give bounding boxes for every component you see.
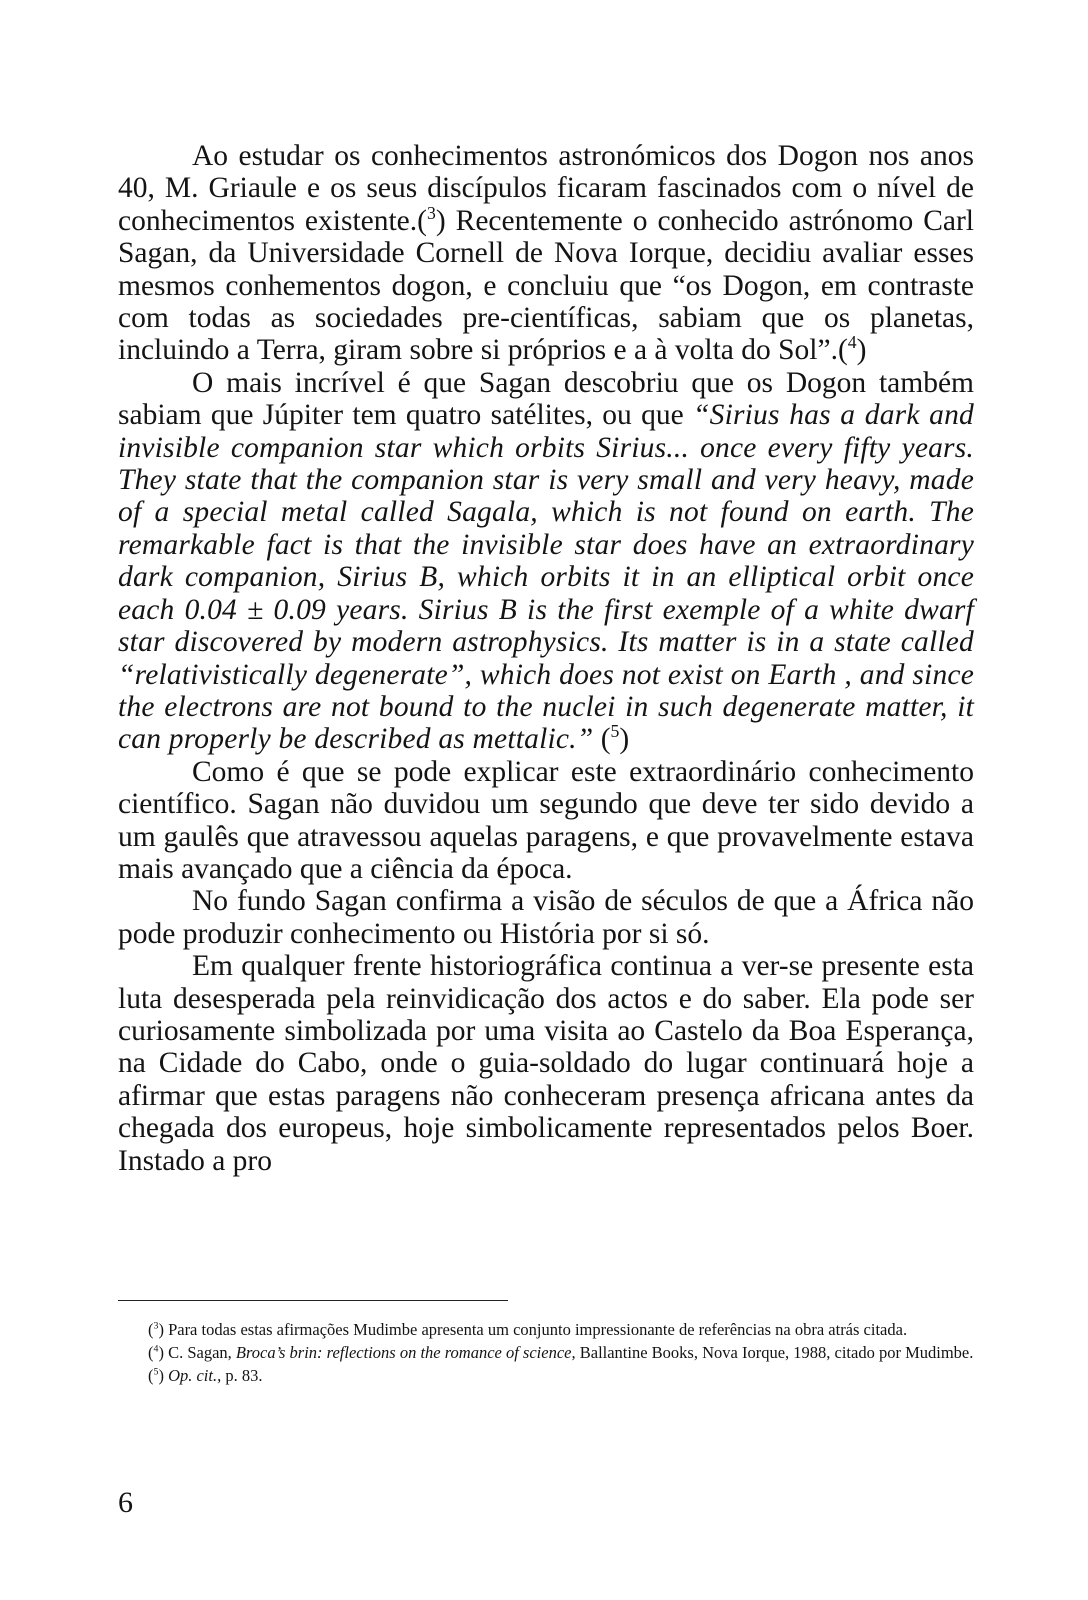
footnote-ref-5: 5 xyxy=(610,721,620,742)
footnotes xyxy=(118,1318,976,1387)
paragraph-1-text-b: ) Recentemente o conhecido astrónomo Carl Sagan, da Universidade Cornell de Nova Iorque, decidiu avaliar esses mesmos conhementos dogon, e concluiu que “os Dogon, em contraste com todas as sociedades pre-científicas, sabiam que os planetas, incluindo a Terra, giram sobre si próprios e a à volta do Sol”.( xyxy=(118,204,974,367)
paragraph-2-text-a: O mais incrível é que Sagan descobriu que os Dogon também sabiam que Júpiter tem quatro satélites, ou que xyxy=(118,366,974,432)
page-number: 6 xyxy=(118,1486,133,1519)
footnote-5: ($^5$) Op. cit., p. 83. xyxy=(148,1366,263,1385)
paragraph-1 xyxy=(118,140,974,367)
footnote-4: ($^4$) C. Sagan, Broca’s brin: reflections on the romance of science, Ballantine Books, Nova Iorque, 1988, citado por Mudimbe. xyxy=(148,1343,974,1362)
paragraph-5: Em qualquer frente historiográfica continua a ver-se presente esta luta desesperada pela reinvidicação dos actos e do saber. Ela pode ser curiosamente simbolizada por uma visita ao Castelo da Boa Esperança, na Cidade do Cabo, onde o guia-soldado do lugar continuará hoje a afirmar que estas paragens não conheceram presença africana antes da chegada dos europeus, hoje simbolicamente representados pelos Boer. Instado a pro xyxy=(118,950,974,1177)
footnote-3-mark: 3 xyxy=(153,1320,159,1332)
paragraph-3: Como é que se pode explicar este extraordinário conhecimento científico. Sagan não duvidou um segundo que deve ter sido devido a um gaulês que atravessou aquelas paragens, e que provavelmente estava mais avançado que a ciência da época. xyxy=(118,755,974,885)
paragraph-2-text-b: ( xyxy=(593,723,611,756)
sagan-quote: “Sirius has a dark and invisible companion star which orbits Sirius... once every fifty years. They state that the companion star is very small and very heavy, made of a special metal called Sagala, which is not found on earth. The remarkable fact is that the invisible star does have an extraordinary dark companion, Sirius B, which orbits it in an elliptical orbit once each 0.04 ± 0.09 years. Sirius B is the first exemple of a white dwarf star discovered by modern astrophysics. Its matter is in a state called “relativistically degenerate”, which does not exist on Earth , and since the electrons are not bound to the nuclei in such degenerate matter, it can properly be described as mettalic.” xyxy=(118,399,974,756)
paragraph-2 xyxy=(118,367,974,756)
footnote-ref-4: 4 xyxy=(847,332,857,353)
footnote-4-text: Ballantine Books, Nova Iorque, 1988, citado por Mudimbe. xyxy=(575,1343,974,1362)
footnote-4-mark: 4 xyxy=(153,1343,159,1355)
footnote-3: ($^3$) Para todas estas afirmações Mudimbe apresenta um conjunto impressionante de referências na obra atrás citada. xyxy=(148,1320,908,1339)
footnote-ref-3: 3 xyxy=(426,202,436,223)
paragraph-1-text-a: Ao estudar os conhecimentos astronómicos dos Dogon nos anos 40, M. Griaule e os seus discípulos ficaram fascinados com o nível de conhecimentos existente.( xyxy=(118,140,974,237)
paragraph-2-text-c: ) xyxy=(619,723,630,756)
footnote-divider xyxy=(118,1300,508,1301)
paragraph-1-text-c: ) xyxy=(856,334,867,367)
footnote-4-author: C. Sagan, xyxy=(168,1343,236,1362)
footnote-4-title: Broca’s brin: reflections on the romance of science, xyxy=(235,1343,576,1362)
footnote-5-text: , p. 83. xyxy=(217,1366,263,1385)
footnote-5-title: Op. cit. xyxy=(168,1366,218,1385)
main-text xyxy=(118,140,974,1177)
footnote-5-mark: 5 xyxy=(153,1366,159,1378)
paragraph-4: No fundo Sagan confirma a visão de séculos de que a África não pode produzir conhecimento ou História por si só. xyxy=(118,885,974,950)
footnote-3-text: Para todas estas afirmações Mudimbe apresenta um conjunto impressionante de referências na obra atrás citada. xyxy=(168,1320,908,1339)
